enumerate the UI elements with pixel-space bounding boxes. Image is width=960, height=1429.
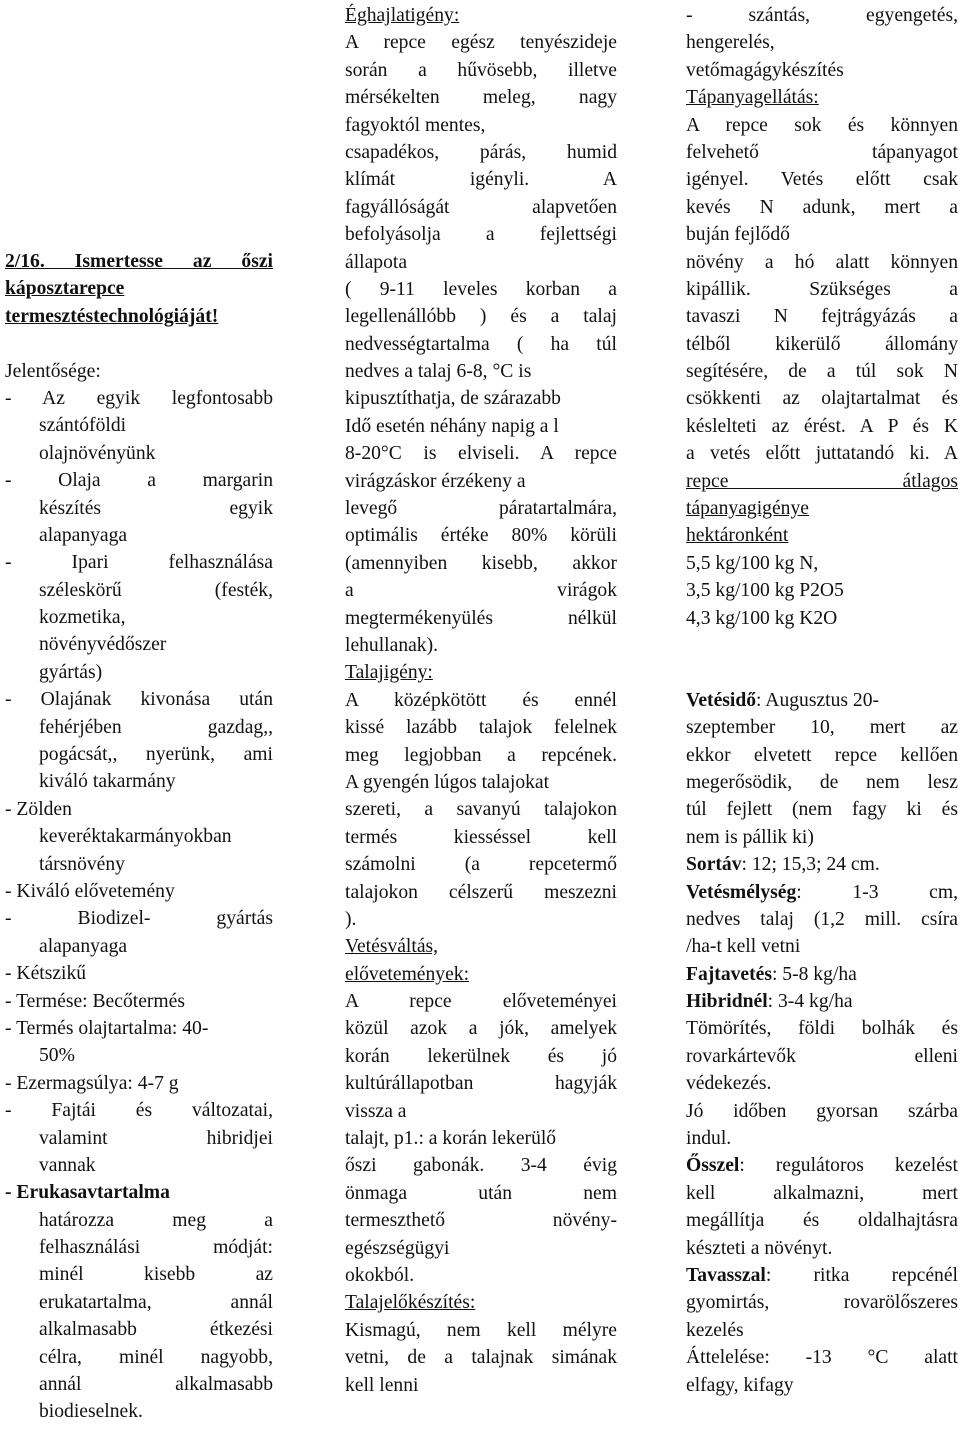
text-line: - Termés olajtartalma: 40-	[5, 1017, 209, 1039]
text-line: Vetésváltás,	[345, 936, 439, 958]
bold-term: Tavasszal	[686, 1264, 766, 1286]
text-line: túl fejlett (nem fagy ki és	[686, 799, 958, 821]
text-line: vissza a	[345, 1100, 407, 1122]
text-line: virágzáskor érzékeny a	[345, 470, 526, 492]
text-line: közül azok a jók, amelyek	[345, 1018, 617, 1040]
text-line: /ha-t kell vetni	[686, 936, 801, 958]
text-line: - Az egyik legfontosabb	[5, 387, 273, 409]
text-line: A repce sok és könnyen	[686, 114, 958, 136]
text-line: gyomirtás, rovarölőszeres	[686, 1292, 958, 1314]
text-line: buján fejlődő	[686, 224, 790, 246]
text-line: hektáronként	[686, 525, 789, 547]
text-line: Vetésmélység: 1-3 cm,	[686, 881, 958, 903]
text-line: annál alkalmasabb	[39, 1374, 273, 1396]
text-line: kozmetika,	[39, 607, 126, 629]
text-line: megerősödik, de nem lesz	[686, 771, 958, 793]
text-line: valamint hibridjei	[39, 1127, 273, 1149]
text-line: pogácsát,, nyerünk, ami	[39, 744, 273, 766]
text-line: okokból.	[345, 1264, 415, 1286]
requirements-text	[345, 2, 617, 1399]
text-line: igényel. Vetés előtt csak	[686, 169, 958, 191]
text-line: 3,5 kg/100 kg P2O5	[686, 580, 844, 602]
text-line: klímát igényli. A	[345, 169, 617, 191]
text-line: télből kikerülő állomány	[686, 333, 958, 355]
text-line: vannak	[39, 1154, 96, 1176]
text-line: nem is pállik ki)	[686, 826, 814, 848]
text-line: kipállik. Szükséges a	[686, 278, 958, 300]
text-line: mérsékelten meleg, nagy	[345, 87, 617, 109]
text-line: Kismagú, nem kell mélyre	[345, 1319, 617, 1341]
text-line: a vetés előtt juttatandó ki. A	[686, 443, 958, 465]
text-line: talajt, p1.: a korán lekerülő	[345, 1128, 557, 1150]
text-line: elfagy, kifagy	[686, 1374, 794, 1396]
text-line: fagyoktól mentes,	[345, 114, 486, 136]
text-line: 5,5 kg/100 kg N,	[686, 552, 819, 574]
text-line: segítésére, de a túl sok N	[686, 361, 958, 383]
text-line: kezelés	[686, 1319, 744, 1341]
text-line: határozza meg a	[39, 1209, 273, 1231]
heading-line: 2/16. Ismertesse az őszi	[5, 251, 273, 272]
text-line: tápanyagigénye	[686, 498, 809, 520]
spacer	[686, 659, 958, 686]
text-line: kell lenni	[345, 1374, 419, 1396]
text-line: talajokon célszerű meszezni	[345, 881, 617, 903]
text-line: - Olaja a margarin	[5, 470, 273, 492]
text-line: Hibridnél: 3-4 kg/ha	[686, 991, 853, 1013]
heading-line: káposztarepce	[5, 278, 125, 300]
text-line: Talajigény:	[345, 662, 433, 684]
text-line: - Zölden	[5, 798, 72, 820]
text-line: védekezés.	[686, 1073, 772, 1095]
cultivation-text	[686, 2, 958, 1399]
text-line: minél kisebb az	[39, 1264, 273, 1286]
question-heading	[5, 248, 273, 330]
text-line: felhasználási módját:	[39, 1237, 273, 1259]
text-line: olajnövényünk	[39, 442, 156, 464]
text-line: - Ezermagsúlya: 4-7 g	[5, 1072, 179, 1094]
text-line: - Kétszikű	[5, 963, 87, 985]
text-line: - Olajának kivonása után	[5, 689, 273, 711]
text-line: önmaga után nem	[345, 1182, 617, 1204]
section-title-jelentosege: Jelentősége:	[5, 360, 101, 382]
text-line: a virágok	[345, 580, 617, 602]
text-line: hengerelés,	[686, 32, 775, 54]
text-line: megtermékenyülés nélkül	[345, 607, 617, 629]
text-line: 50%	[39, 1045, 75, 1067]
text-line: meg legjobban a repcének.	[345, 744, 617, 766]
text-line: korán lekerülnek és jó	[345, 1045, 617, 1067]
text-line: tavaszi N fejtrágyázás a	[686, 306, 958, 328]
text-line: alkalmasabb étkezési	[39, 1319, 273, 1341]
bold-term: Sortáv	[686, 854, 742, 876]
text-line: - Erukasavtartalma	[5, 1182, 170, 1204]
text-line: csapadékos, párás, humid	[345, 141, 617, 163]
column-3	[686, 2, 958, 1399]
spacer	[686, 632, 958, 659]
text-line: repce átlagos	[686, 470, 958, 492]
text-line: rovarkártevők elleni	[686, 1045, 958, 1067]
text-line: erukatartalma, annál	[39, 1291, 273, 1313]
text-line: - szántás, egyengetés,	[686, 5, 958, 26]
text-line: - Termése: Becőtermés	[5, 990, 185, 1012]
text-line: 4,3 kg/100 kg K2O	[686, 607, 838, 629]
text-line: csökkenti az olajtartalmat és	[686, 388, 958, 410]
text-line: - Fajtái és változatai,	[5, 1100, 273, 1122]
text-line: Tömörítés, földi bolhák és	[686, 1018, 958, 1040]
text-line: számolni (a repcetermő	[345, 854, 617, 876]
text-line: nedves talaj (1,2 mill. csíra	[686, 908, 958, 930]
text-line: ).	[345, 908, 357, 930]
text-line: - Biodizel- gyártás	[5, 908, 273, 930]
bold-term: Vetésidő	[686, 689, 757, 711]
text-line: - Ipari felhasználása	[5, 552, 273, 574]
text-line: keveréktakarmányokban	[39, 826, 232, 848]
text-line: A repce előveteményei	[345, 991, 617, 1013]
text-line: szántóföldi	[39, 415, 127, 437]
text-line: legellenállóbb ) és a talaj	[345, 306, 617, 328]
text-line: nedvességtartalma ( ha túl	[345, 333, 617, 355]
text-line: Talajelőkészítés:	[345, 1292, 476, 1314]
text-line: ekkor elvetett repce kellően	[686, 744, 958, 766]
text-line: Tavasszal: ritka repcénél	[686, 1264, 958, 1286]
text-line: őszi gabonák. 3-4 évig	[345, 1155, 617, 1177]
bold-term: Vetésmélység	[686, 881, 797, 903]
text-line: elővetemények:	[345, 963, 470, 985]
column-1	[5, 0, 273, 1426]
text-line: növényvédőszer	[39, 634, 167, 656]
text-line: kiváló takarmány	[39, 771, 176, 793]
text-line: vetőmagágykészítés	[686, 59, 844, 81]
text-line: kultúrállapotban hagyják	[345, 1073, 617, 1095]
text-line: fehérjében gazdag,,	[39, 716, 273, 738]
text-line: Vetésidő: Augusztus 20-	[686, 689, 880, 711]
text-line: célra, minél nagyobb,	[39, 1346, 273, 1368]
text-line: szeptember 10, mert az	[686, 717, 958, 739]
text-line: Jó időben gyorsan szárba	[686, 1100, 958, 1122]
text-line: kevés N adunk, mert a	[686, 196, 958, 218]
text-line: készteti a növényt.	[686, 1237, 833, 1259]
significance-list	[5, 385, 273, 1426]
text-line: - Kiváló elővetemény	[5, 880, 175, 902]
text-line: A középkötött és ennél	[345, 689, 617, 711]
text-line: A gyengén lúgos talajokat	[345, 771, 550, 793]
text-line: alapanyaga	[39, 524, 128, 546]
text-line: állapota	[345, 251, 408, 273]
text-line: kissé lazább talajok felelnek	[345, 717, 617, 739]
text-line: indul.	[686, 1128, 732, 1150]
bold-term: Hibridnél	[686, 991, 768, 1013]
text-line: gyártás)	[39, 661, 103, 683]
text-line: vetni, de a talajnak simának	[345, 1347, 617, 1369]
text-line: széleskörű (festék,	[39, 579, 273, 601]
text-line: nedves a talaj 6-8, °C is	[345, 361, 532, 383]
text-line: készítés egyik	[39, 497, 273, 519]
text-line: szereti, a savanyú talajokon	[345, 799, 617, 821]
text-line: termeszthető növény-	[345, 1210, 617, 1232]
text-line: Sortáv: 12; 15,3; 24 cm.	[686, 854, 880, 876]
text-line: késlelteti az érést. A P és K	[686, 415, 958, 437]
text-line: egészségügyi	[345, 1237, 450, 1259]
text-line: megállítja és oldalhajtásra	[686, 1210, 958, 1232]
text-line: felvehető tápanyagot	[686, 141, 958, 163]
text-line: lehullanak).	[345, 634, 439, 656]
text-line: levegő páratartalmára,	[345, 498, 617, 520]
text-line: ( 9-11 leveles korban a	[345, 278, 617, 300]
text-line: során a hűvösebb, illetve	[345, 59, 617, 81]
text-line: befolyásolja a fejlettségi	[345, 224, 617, 246]
text-line: optimális értéke 80% körüli	[345, 525, 617, 547]
text-line: 8-20°C is elviseli. A repce	[345, 443, 617, 465]
text-line: kell alkalmazni, mert	[686, 1182, 958, 1204]
bold-term: Ősszel	[686, 1155, 740, 1177]
text-line: Éghajlatigény:	[345, 5, 460, 26]
bold-term: Fajtavetés	[686, 963, 772, 985]
text-line: biodieselnek.	[39, 1401, 143, 1423]
text-line: Tápanyagellátás:	[686, 87, 819, 109]
text-line: alapanyaga	[39, 935, 128, 957]
text-line: (amennyiben kisebb, akkor	[345, 552, 617, 574]
text-line: fagyállóságát alapvetően	[345, 196, 617, 218]
text-line: Fajtavetés: 5-8 kg/ha	[686, 963, 857, 985]
text-line: Ősszel: regulátoros kezelést	[686, 1155, 958, 1177]
text-line: növény a hó alatt könnyen	[686, 251, 958, 273]
text-line: termés kiesséssel kell	[345, 826, 617, 848]
text-line: kipusztíthatja, de szárazabb	[345, 388, 561, 410]
text-line: A repce egész tenyészideje	[345, 32, 617, 54]
text-line: társnövény	[39, 853, 125, 875]
text-line: Idő esetén néhány napig a l	[345, 415, 559, 437]
column-2	[345, 2, 617, 1399]
heading-line: termesztéstechnológiáját!	[5, 305, 219, 327]
text-line: Áttelelése: -13 °C alatt	[686, 1347, 958, 1369]
